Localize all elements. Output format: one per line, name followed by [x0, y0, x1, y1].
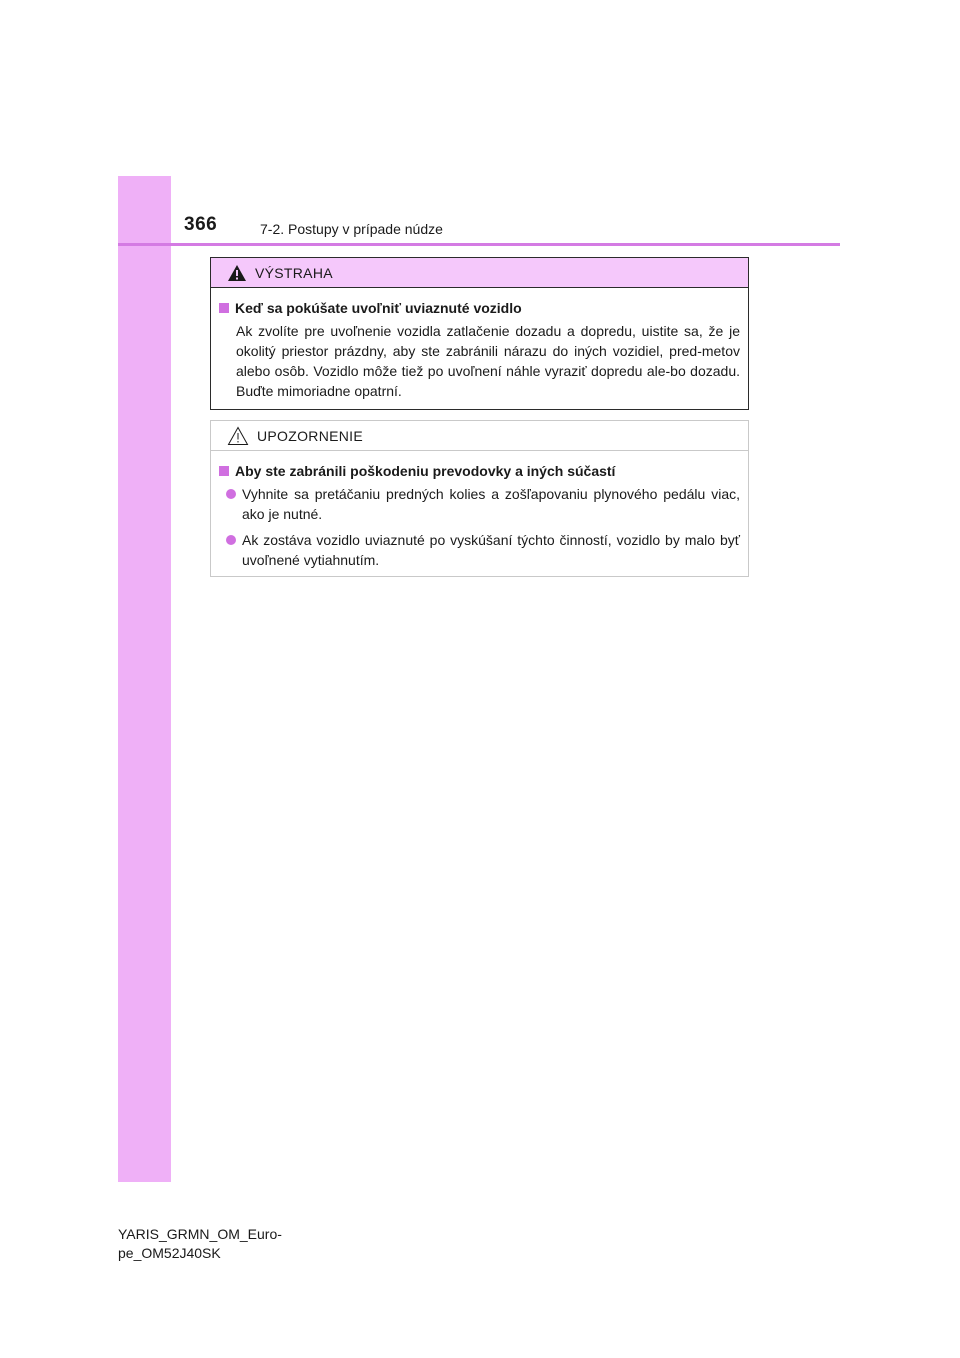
- page-number: 366: [184, 214, 218, 235]
- round-bullet-icon: [226, 535, 236, 545]
- header-rule: [118, 243, 840, 246]
- caution-heading: [219, 463, 740, 479]
- warning-box-header: [211, 258, 748, 288]
- warning-heading: [219, 300, 740, 316]
- document-code-line-1: YARIS_GRMN_OM_Euro-: [118, 1226, 282, 1242]
- document-code: [118, 1225, 282, 1263]
- side-color-strip: [118, 176, 171, 1182]
- document-code-line-2: pe_OM52J40SK: [118, 1245, 221, 1261]
- warning-label: VÝSTRAHA: [255, 264, 333, 281]
- warning-triangle-filled-icon: [227, 264, 255, 282]
- section-title: 7-2. Postupy v prípade núdze: [260, 221, 443, 237]
- list-item-text: Vyhnite sa pretáčaniu predných kolies a zošľapovaniu plynového pedálu viac, ako je nutné.: [242, 486, 740, 522]
- caution-box: [210, 420, 749, 577]
- list-item: [219, 484, 740, 524]
- warning-triangle-outline-icon: [227, 426, 257, 446]
- warning-text: Ak zvolíte pre uvoľnenie vozidla zatlačenie dozadu a dopredu, uistite sa, že je okolitý priestor prázdny, aby ste zabránili nárazu do iných vozidiel, pred-metov alebo osôb. Vozidlo môže tiež po uvoľnení náhle vyraziť dopredu ale-bo dozadu. Buďte mimoriadne opatrní.: [236, 323, 740, 399]
- warning-heading-text: Keď sa pokúšate uvoľniť uviaznuté vozidlo: [235, 300, 522, 316]
- list-item-text: Ak zostáva vozidlo uviaznuté po vyskúšaní týchto činností, vozidlo by malo byť uvoľnené vytiahnutím.: [242, 532, 740, 568]
- round-bullet-icon: [226, 489, 236, 499]
- list-item: [219, 530, 740, 570]
- caution-box-header: [211, 421, 748, 451]
- square-bullet-icon: [219, 303, 229, 313]
- caution-box-body: [211, 451, 748, 570]
- warning-box: [210, 257, 749, 410]
- square-bullet-icon: [219, 466, 229, 476]
- caution-heading-text: Aby ste zabránili poškodeniu prevodovky a iných súčastí: [235, 463, 616, 479]
- warning-box-body: [211, 288, 748, 401]
- caution-label: UPOZORNENIE: [257, 427, 363, 444]
